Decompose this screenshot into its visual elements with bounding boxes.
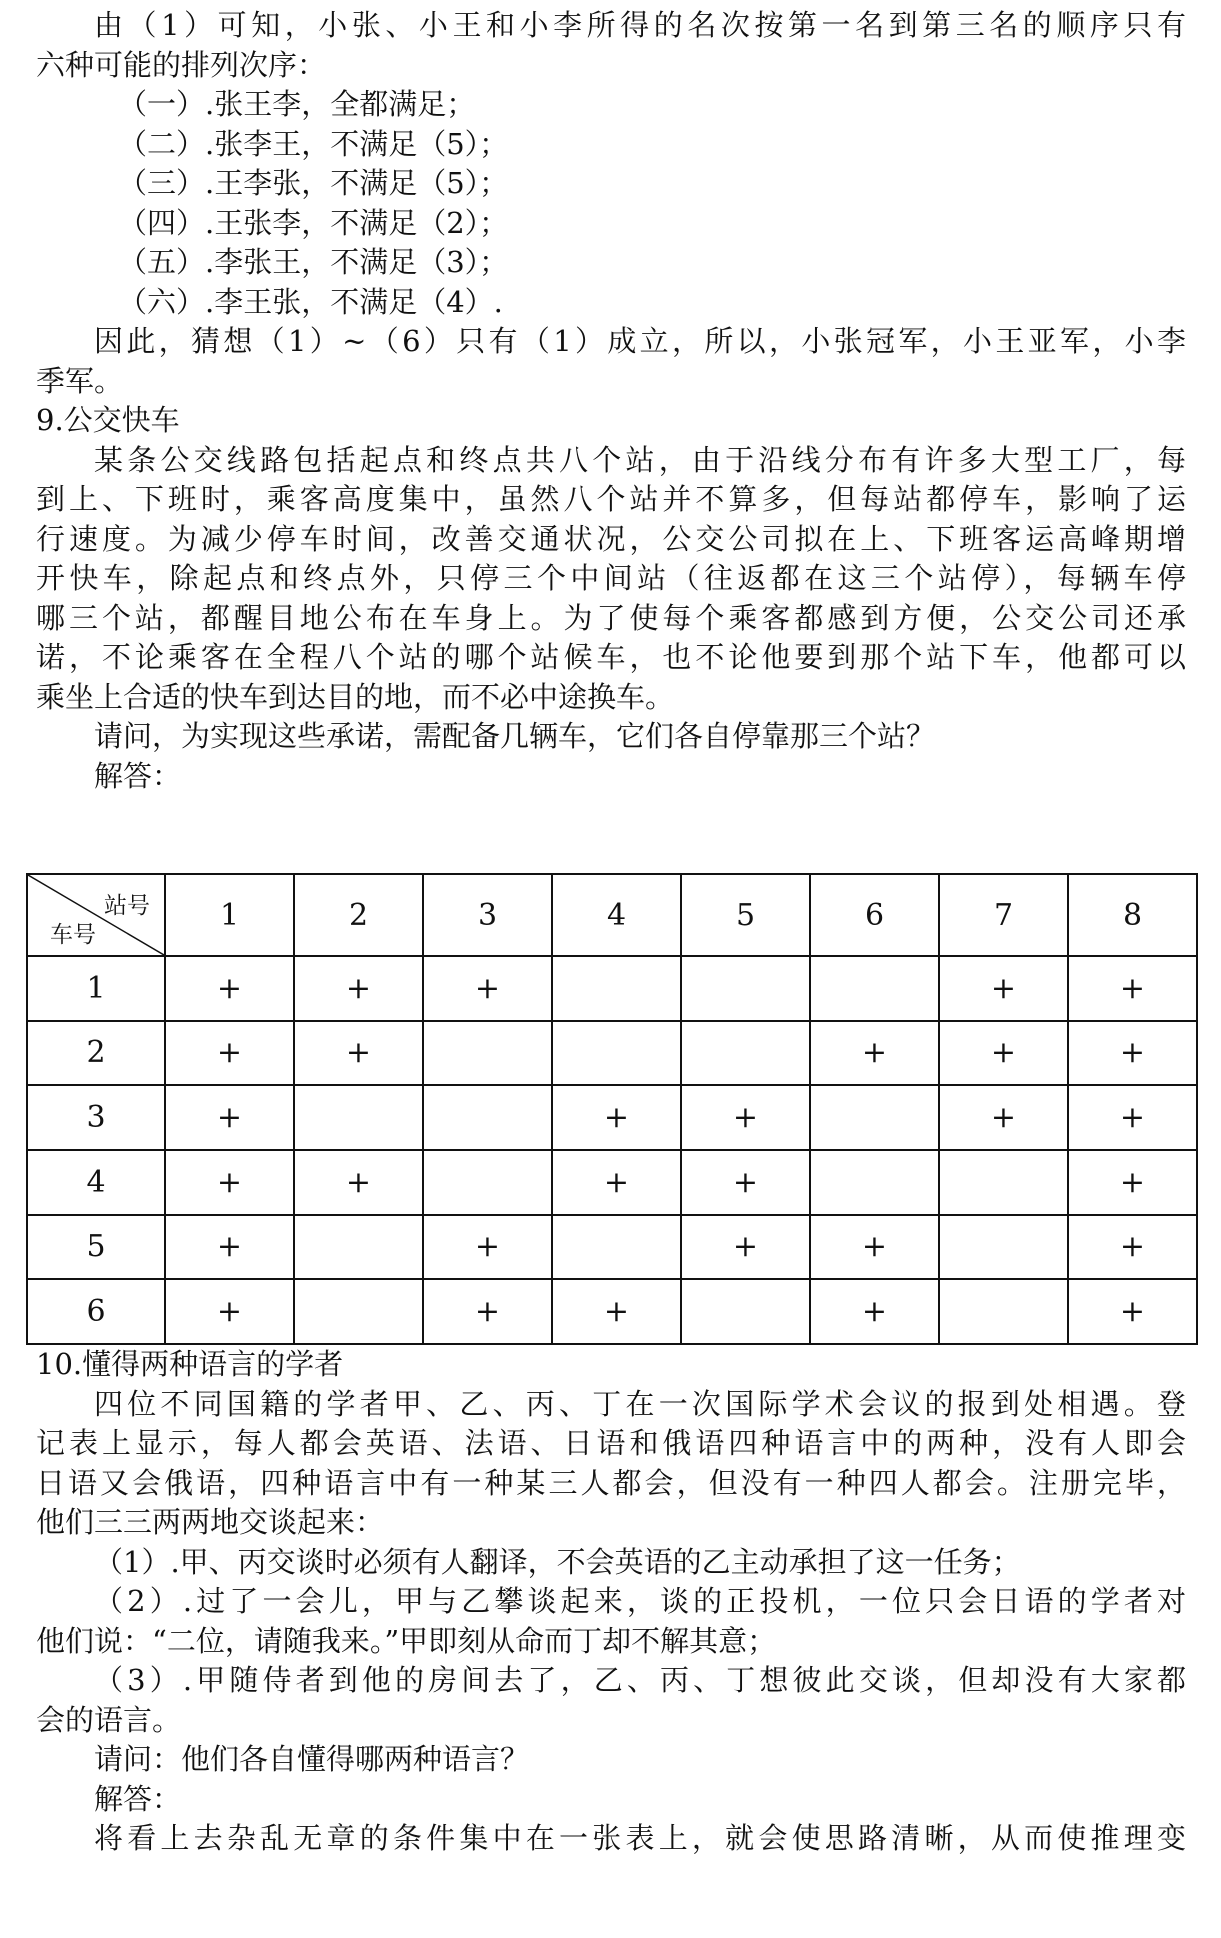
table-cell bbox=[939, 1215, 1068, 1280]
row-label: 6 bbox=[27, 1279, 165, 1344]
table-cell: + bbox=[681, 1085, 810, 1150]
table-cell bbox=[423, 1021, 552, 1086]
table-row bbox=[27, 1085, 1197, 1150]
table-cell bbox=[294, 1279, 423, 1344]
table-cell bbox=[810, 956, 939, 1021]
answer-label: 解答： bbox=[94, 758, 182, 793]
paragraph-line: 记表上显示，每人都会英语、法语、日语和俄语四种语言中的两种，没有人即会 bbox=[36, 1426, 1186, 1460]
column-header: 4 bbox=[552, 874, 681, 956]
table-cell: + bbox=[1068, 1085, 1197, 1150]
table-row bbox=[27, 1150, 1197, 1215]
table-cell: + bbox=[165, 1279, 294, 1344]
table-cell bbox=[681, 1279, 810, 1344]
list-item: （六）.李王张，不满足（4）. bbox=[118, 284, 503, 319]
column-header: 5 bbox=[681, 874, 810, 956]
table-cell: + bbox=[165, 1085, 294, 1150]
answer-label: 解答： bbox=[94, 1781, 182, 1816]
table-cell: + bbox=[552, 1150, 681, 1215]
row-label: 5 bbox=[27, 1215, 165, 1280]
paragraph-line: 日语又会俄语，四种语言中有一种某三人都会，但没有一种四人都会。注册完毕， bbox=[36, 1465, 1186, 1500]
row-label: 2 bbox=[27, 1021, 165, 1086]
table-row bbox=[27, 1021, 1197, 1086]
column-header: 6 bbox=[810, 874, 939, 956]
row-label: 3 bbox=[27, 1085, 165, 1150]
table-cell: + bbox=[1068, 1150, 1197, 1215]
table-cell: + bbox=[1068, 956, 1197, 1021]
paragraph-line: 季军。 bbox=[36, 363, 124, 398]
table-cell: + bbox=[294, 956, 423, 1021]
table-cell: + bbox=[810, 1021, 939, 1086]
table-cell: + bbox=[939, 956, 1068, 1021]
column-header: 8 bbox=[1068, 874, 1197, 956]
list-item: （一）.张王李，全都满足； bbox=[118, 87, 476, 121]
paragraph-line: 行速度。为减少停车时间，改善交通状况，公交公司拟在上、下班客运高峰期增 bbox=[36, 521, 1186, 556]
table-cell bbox=[552, 956, 681, 1021]
list-item: （三）.王李张，不满足（5）； bbox=[118, 166, 509, 200]
paragraph-line: 六种可能的排列次序： bbox=[36, 47, 327, 82]
table-cell bbox=[294, 1085, 423, 1150]
column-header: 1 bbox=[165, 874, 294, 956]
table-cell: + bbox=[810, 1215, 939, 1280]
table-cell: + bbox=[681, 1215, 810, 1280]
column-header: 3 bbox=[423, 874, 552, 956]
paragraph-line: 将看上去杂乱无章的条件集中在一张表上，就会使思路清晰，从而使推理变 bbox=[94, 1821, 1186, 1855]
corner-column-label: 站号 bbox=[104, 893, 150, 919]
paragraph-line: 由（1）可知，小张、小王和小李所得的名次按第一名到第三名的顺序只有 bbox=[94, 8, 1186, 42]
table-cell bbox=[810, 1085, 939, 1150]
paragraph-line: 诺，不论乘客在全程八个站的哪个站候车，也不论他要到那个站下车，他都可以 bbox=[36, 640, 1186, 674]
clue-line: （2）.过了一会儿，甲与乙攀谈起来，谈的正投机，一位只会日语的学者对 bbox=[94, 1584, 1186, 1618]
table-cell: + bbox=[423, 1215, 552, 1280]
clue-line: （1）.甲、丙交谈时必须有人翻译，不会英语的乙主动承担了这一任务； bbox=[94, 1544, 1021, 1579]
paragraph-line: 某条公交线路包括起点和终点共八个站，由于沿线分布有许多大型工厂，每 bbox=[94, 442, 1186, 477]
paragraph-line: 哪三个站，都醒目地公布在车身上。为了使每个乘客都感到方便，公交公司还承 bbox=[36, 600, 1186, 635]
table-cell: + bbox=[552, 1279, 681, 1344]
table-cell bbox=[552, 1021, 681, 1086]
clue-line: （3）.甲随侍者到他的房间去了，乙、丙、丁想彼此交谈，但却没有大家都 bbox=[94, 1663, 1186, 1697]
corner-row-label: 车号 bbox=[50, 922, 96, 948]
table-cell: + bbox=[294, 1150, 423, 1215]
table-cell: + bbox=[681, 1150, 810, 1215]
table-cell bbox=[810, 1150, 939, 1215]
table-cell: + bbox=[165, 1215, 294, 1280]
column-header: 2 bbox=[294, 874, 423, 956]
paragraph-line: 四位不同国籍的学者甲、乙、丙、丁在一次国际学术会议的报到处相遇。登 bbox=[94, 1386, 1186, 1421]
table-cell: + bbox=[423, 956, 552, 1021]
table-cell: + bbox=[939, 1085, 1068, 1150]
paragraph-line: 因此，猜想（1）~（6）只有（1）成立，所以，小张冠军，小王亚军，小李 bbox=[94, 324, 1186, 358]
paragraph-line: 他们三三两两地交谈起来： bbox=[36, 1505, 385, 1539]
bus-stop-table bbox=[26, 873, 1198, 1345]
table-cell bbox=[423, 1085, 552, 1150]
page-top bbox=[36, 6, 1186, 796]
table-cell bbox=[681, 956, 810, 1021]
paragraph-line: 到上、下班时，乘客高度集中，虽然八个站并不算多，但每站都停车，影响了运 bbox=[36, 482, 1186, 516]
table-cell: + bbox=[165, 1021, 294, 1086]
table-cell: + bbox=[165, 956, 294, 1021]
table-cell: + bbox=[423, 1279, 552, 1344]
section-heading: 9.公交快车 bbox=[36, 403, 180, 437]
table-cell bbox=[681, 1021, 810, 1086]
table-cell bbox=[294, 1215, 423, 1280]
table-cell: + bbox=[810, 1279, 939, 1344]
question-line: 请问，为实现这些承诺，需配备几辆车，它们各自停靠那三个站？ bbox=[94, 719, 936, 753]
table-cell: + bbox=[165, 1150, 294, 1215]
list-item: （五）.李张王，不满足（3）； bbox=[118, 245, 509, 279]
table-cell: + bbox=[939, 1021, 1068, 1086]
table-cell bbox=[423, 1150, 552, 1215]
paragraph-line: 乘坐上合适的快车到达目的地，而不必中途换车。 bbox=[36, 679, 675, 714]
clue-line: 会的语言。 bbox=[36, 1702, 182, 1737]
table-cell bbox=[939, 1150, 1068, 1215]
table-header-row bbox=[27, 874, 1197, 956]
table-cell: + bbox=[294, 1021, 423, 1086]
table-cell: + bbox=[1068, 1215, 1197, 1280]
table-row bbox=[27, 1215, 1197, 1280]
column-header: 7 bbox=[939, 874, 1068, 956]
paragraph-line: 开快车，除起点和终点外，只停三个中间站（往返都在这三个站停），每辆车停 bbox=[36, 561, 1186, 595]
table-corner-cell bbox=[27, 874, 165, 956]
table-cell: + bbox=[1068, 1021, 1197, 1086]
section-heading: 10.懂得两种语言的学者 bbox=[36, 1347, 344, 1381]
list-item: （二）.张李王，不满足（5）； bbox=[118, 126, 509, 161]
list-item: （四）.王张李，不满足（2）； bbox=[118, 205, 509, 240]
table-cell: + bbox=[1068, 1279, 1197, 1344]
table-row bbox=[27, 956, 1197, 1021]
page-bottom bbox=[36, 1345, 1186, 1859]
clue-line: 他们说：“二位，请随我来。”甲即刻从命而丁却不解其意； bbox=[36, 1623, 777, 1658]
table-row bbox=[27, 1279, 1197, 1344]
row-label: 4 bbox=[27, 1150, 165, 1215]
table-cell bbox=[939, 1279, 1068, 1344]
row-label: 1 bbox=[27, 956, 165, 1021]
table-cell: + bbox=[552, 1085, 681, 1150]
table-cell bbox=[552, 1215, 681, 1280]
question-line: 请问：他们各自懂得哪两种语言？ bbox=[94, 1742, 530, 1776]
